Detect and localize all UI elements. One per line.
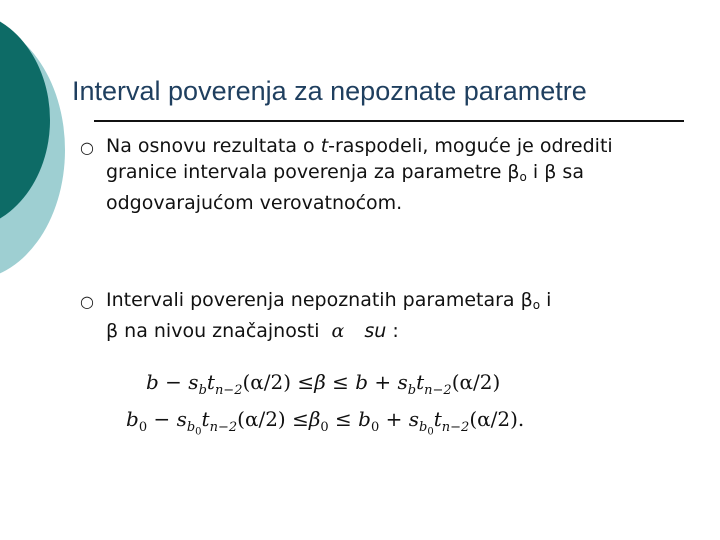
bullet-2-text: Intervali poverenja nepoznatih parametara $\beta_o$ i β na nivou značajnosti α su :	[106, 289, 552, 342]
formula-beta-interval: $b - s_bt_{n-2}(\alpha/2) \le\beta \le b + s_bt_{n-2}(\alpha/2)$	[146, 370, 501, 398]
slide-title: Interval poverenja za nepoznate parametre	[72, 76, 587, 106]
ring-bullet-icon: ○	[80, 292, 94, 311]
bullet-1-text: Na osnovu rezultata o t-raspodeli, moguće je odrediti granice intervala poverenja za parametre $\beta_o$ i β sa odgovarajućom verovatnoćom.	[106, 135, 613, 214]
corner-decoration	[0, 0, 80, 300]
decorative-circles-icon	[0, 0, 80, 300]
title-divider	[94, 120, 684, 122]
formula-beta0-interval: $b_0 - s_{b_0}t_{n-2}(\alpha/2) \le\beta_0 \le b_0 + s_{b_0}t_{n-2}(\alpha/2)$.	[126, 407, 525, 438]
ring-bullet-icon: ○	[80, 138, 94, 157]
